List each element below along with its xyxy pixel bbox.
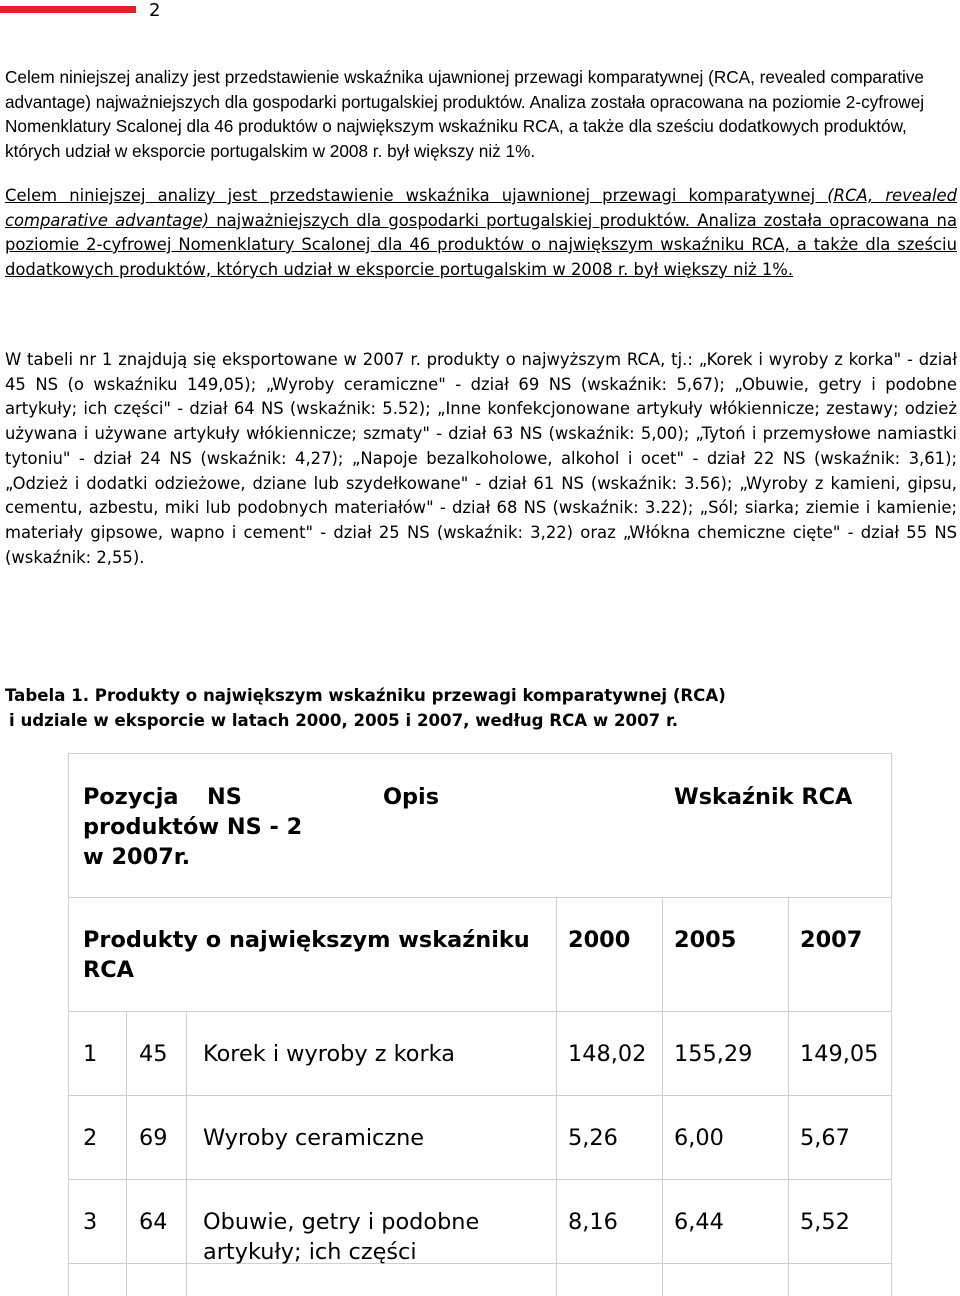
- row-1-rca-2000: 148,02: [568, 1041, 647, 1067]
- table-row-divider: [68, 1263, 892, 1264]
- header-pozycja: Pozycja: [83, 784, 179, 810]
- table-col-divider: [186, 1011, 187, 1296]
- header-year-2000: 2000: [568, 927, 631, 953]
- header-produkty-line-1: Produkty o największym wskaźniku: [83, 927, 530, 953]
- table-title-line-1: Tabela 1. Produkty o największym wskaźniku przewagi komparatywnej (RCA): [5, 686, 726, 705]
- row-3-opis: Obuwie, getry i podobne: [203, 1209, 480, 1235]
- header-accent-bar: [0, 6, 136, 13]
- row-2-rca-2000: 5,26: [568, 1125, 618, 1151]
- table-col-divider: [788, 897, 789, 1296]
- header-year: w 2007r.: [83, 844, 191, 870]
- row-2-rca-2005: 6,00: [674, 1125, 724, 1151]
- row-3-rca-2000: 8,16: [568, 1209, 618, 1235]
- table-row-divider: [68, 1095, 892, 1096]
- table-row-divider: [68, 897, 892, 898]
- table-col-divider: [556, 897, 557, 1296]
- row-3-ns: 64: [139, 1209, 168, 1235]
- intro-paragraph: Celem niniejszej analizy jest przedstawienie wskaźnika ujawnionej przewagi komparatywnej (RCA, revealed comparative advantage) najważniejszych dla gospodarki portugalskiej produktów. Analiza została opracowana na poziomie 2-cyfrowej Nomenklatury Scalonej dla 46 produktów o największym wskaźniku RCA, a także dla sześciu dodatkowych produktów, których udział w eksporcie portugalskim w 2008 r. był większy niż 1%.: [5, 67, 925, 161]
- row-2-pos: 2: [83, 1125, 98, 1151]
- row-3-pos: 3: [83, 1209, 98, 1235]
- summary-paragraph: W tabeli nr 1 znajdują się eksportowane w 2007 r. produkty o najwyższym RCA, tj.: „Korek i wyroby z korka" - dział 45 NS (o wskaźniku 149,05); „Wyroby ceramiczne" - dział 69 NS (wskaźnik: 5,67); „Obuwie, getry i podobne artykuły; ich części" - dział 64 NS (wskaźnik: 5.52); „Inne konfekcjonowane artykuły włókiennicze; zestawy; odzież używana i używane artykuły włókiennicze; szmaty" - dział 63 NS (wskaźnik: 5,00); „Tytoń i przemysłowe namiastki tytoniu" - dział 24 NS (wskaźnik: 4,27); „Napoje bezalkoholowe, alkohol i ocet" - dział 22 NS (wskaźnik: 3,61); „Odzież i dodatki odzieżowe, dziane lub szydełkowane" - dział 61 NS (wskaźnik: 3.56); „Wyroby z kamieni, gipsu, cementu, azbestu, miki lub podobnych materiałów" - dział 68 NS (wskaźnik: 3.22); „Sól; siarka; ziemie i kamienie; materiały gipsowe, wapno i cement" - dział 25 NS (wskaźnik: 3,22) oraz „Włókna chemiczne cięte" - dział 55 NS (wskaźnik: 2,55).: [5, 350, 957, 567]
- paragraph-text-a: Celem niniejszej analizy jest przedstawienie wskaźnika ujawnionej przewagi komparatywnej: [5, 186, 828, 205]
- table-row-divider: [68, 1011, 892, 1012]
- table-border-right: [891, 753, 892, 1296]
- header-produktow: produktów NS - 2: [83, 814, 303, 840]
- rca-table: [68, 753, 892, 1296]
- header-produkty-line-2: RCA: [83, 957, 135, 983]
- row-1-rca-2005: 155,29: [674, 1041, 753, 1067]
- table-row-divider: [68, 1179, 892, 1180]
- row-2-opis: Wyroby ceramiczne: [203, 1125, 425, 1151]
- row-1-ns: 45: [139, 1041, 168, 1067]
- row-3-rca-2005: 6,44: [674, 1209, 724, 1235]
- paragraph-italic-term: (RCA, revealed comparative advantage): [5, 186, 958, 230]
- table-title: [5, 683, 945, 733]
- row-2-ns: 69: [139, 1125, 168, 1151]
- header-wskaznik: Wskaźnik RCA: [674, 784, 853, 810]
- paragraph-text-b: najważniejszych dla gospodarki portugalskiej produktów. Analiza została opracowana na poziomie 2-cyfrowej Nomenklatury Scalonej dla 46 produktów o największym wskaźniku RCA, a także dla sześciu dodatkowych produktów, których udział w eksporcie portugalskim w 2008 r. był większy niż 1%.: [5, 210, 957, 279]
- header-opis: Opis: [383, 784, 440, 810]
- table-col-divider: [126, 1011, 127, 1296]
- row-3-opis-line-2: artykuły; ich części: [203, 1239, 417, 1265]
- row-2-rca-2007: 5,67: [800, 1125, 850, 1151]
- intro-paragraph-repeat: [5, 184, 957, 282]
- row-3-rca-2007: 5,52: [800, 1209, 850, 1235]
- header-year-2005: 2005: [674, 927, 737, 953]
- row-1-opis: Korek i wyroby z korka: [203, 1041, 455, 1067]
- table-title-line-2: i udziale w eksporcie w latach 2000, 2005 i 2007, według RCA w 2007 r.: [9, 711, 679, 730]
- header-ns: NS: [207, 784, 242, 810]
- row-1-rca-2007: 149,05: [800, 1041, 879, 1067]
- page-number: 2: [149, 0, 161, 21]
- table-border-left: [68, 753, 69, 1296]
- row-1-pos: 1: [83, 1041, 98, 1067]
- header-year-2007: 2007: [800, 927, 863, 953]
- table-col-divider: [662, 897, 663, 1296]
- table-border-top: [68, 753, 892, 754]
